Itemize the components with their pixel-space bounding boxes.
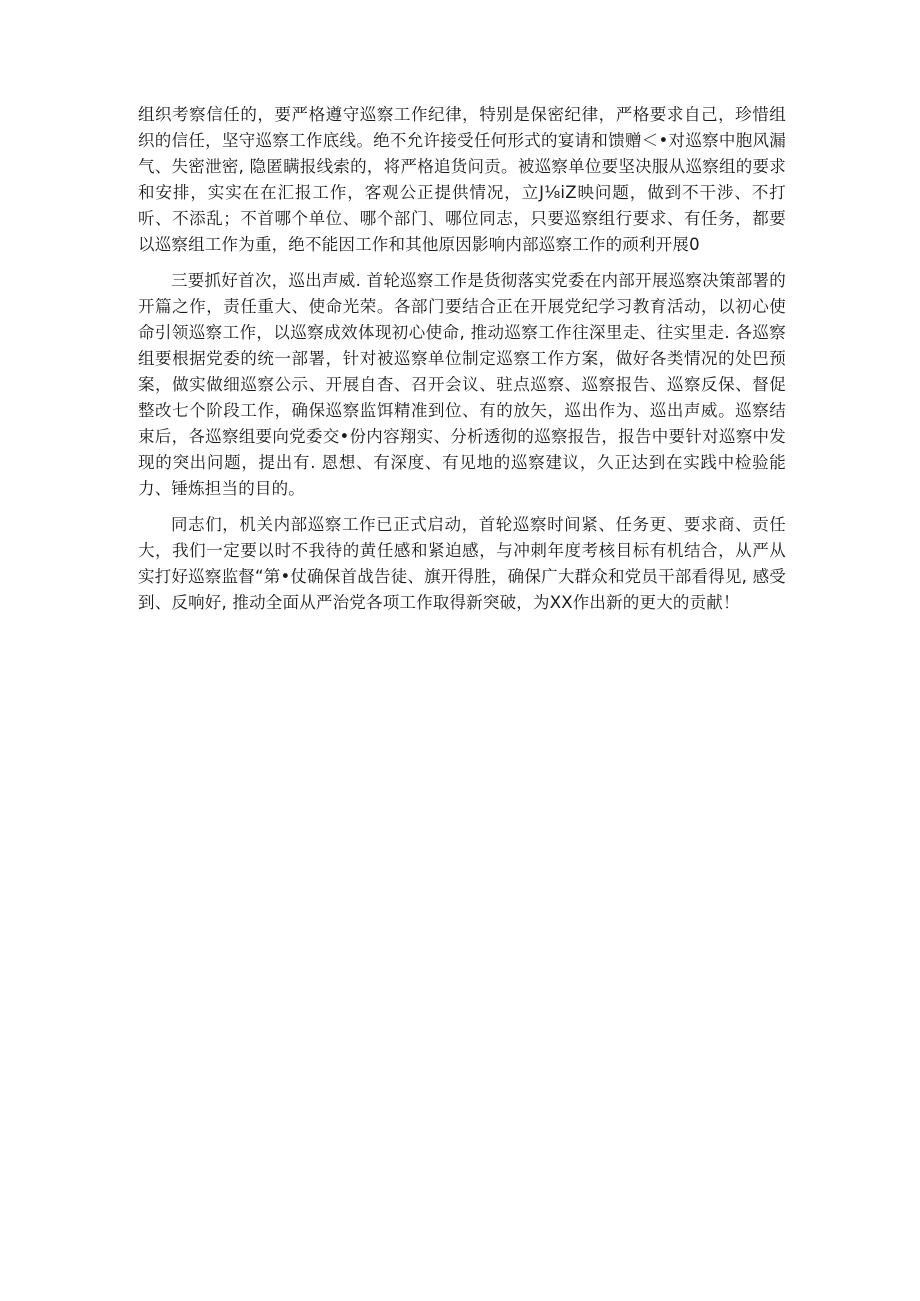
paragraph-continuation: 组织考察信任的，要严格遵守巡察工作纪律，特别是保密纪律，严格要求自己，珍惜组织的信任，坚守巡察工作底线。绝不允许接受任何形式的宴请和馈赠＜•对巡察中胞风漏气、失密泄密, 隐匿瞒报线索的，将严格追货问贡。被巡察单位要坚决服从巡察组的要求和安排，实实在在汇报工作，客观公正提供情况，立J⅛iZ映问题，做到不干涉、不打听、不添乱；不首哪个单位、哪个部门、哪位同志，只要巡察组行要求、有任务，都要以巡察组工作为重，绝不能因工作和其他原因影响内部巡察工作的顽利开展0 <box>138 105 786 254</box>
document-body <box>138 102 786 626</box>
paragraph-third-requirement: 三要抓好首次，巡出声威. 首轮巡察工作是货彻落实党委在内部开展巡察决策部署的开篇之作，责任重大、使命光荣。各部门要结合正在开展党纪学习教育活动，以初心使命引领巡察工作，以巡察成效体现初心使命, 推动巡察工作往深里走、往实里走. 各巡察组要根据党委的统一部署，针对被巡察单位制定巡察工作方案，做好各类情况的处巴预案，做实做细巡察公示、开展自杳、召开会议、驻点巡察、巡察报告、巡察反保、督促整改七个阶段工作，确保巡察监饵精准到位、有的放矢，巡出作为、巡出声威。巡察结束后，各巡察组要向党委交•份内容翔实、分析透彻的巡察报告，报告中要针对巡察中发现的突出问题，提出有. 恩想、有深度、有见地的巡察建议，久正达到在实践中检验能力、锤炼担当的目的。 <box>138 271 786 498</box>
paragraph-closing: 同志们，机关内部巡察工作已正式启动，首轮巡察时间紧、任务更、要求商、贡任大，我们一定要以时不我待的黄任感和紧迫感，与冲刺年度考核目标有机结合，从严从实打好巡察监督“第•仗确保首战告徒、旗开得胜，确保广大群众和党员干部看得见, 感受到、反响好, 推动全面从严治党各项工作取得新突破，为XX作出新的更大的贡献！ <box>138 515 786 612</box>
